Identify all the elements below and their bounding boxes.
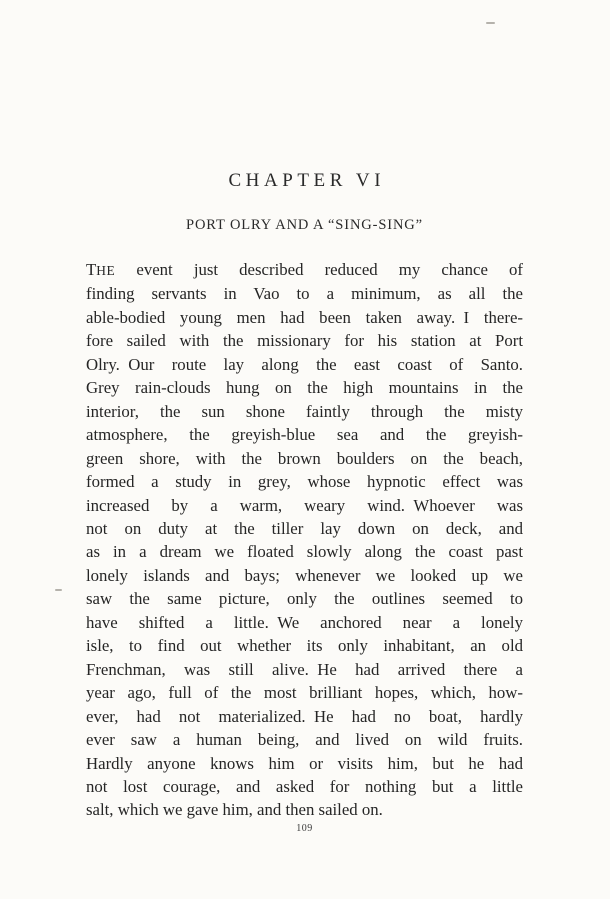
text-line: as in a dream we floated slowly along the coast past: [86, 542, 523, 562]
text-line: THE event just described reduced my chance of: [86, 260, 523, 279]
lead-small-caps: HE: [96, 263, 116, 278]
chapter-title: CHAPTER VI: [228, 170, 386, 191]
text-line: have shifted a little. We anchored near a lonely: [86, 612, 523, 632]
text-line: isle, to find out whether its only inhabitant, an old: [86, 636, 523, 656]
text-line: Frenchman, was still alive. He had arrived there a: [86, 659, 523, 679]
text-line: lonely islands and bays; whenever we looked up we: [86, 565, 523, 585]
text-line: salt, which we gave him, and then sailed on.: [86, 800, 383, 820]
text-line: increased by a warm, weary wind. Whoever was: [86, 495, 523, 515]
text-line: Olry. Our route lay along the east coast of Santo.: [86, 354, 523, 374]
scan-artifact: [486, 22, 495, 24]
lead-capital: T: [86, 260, 97, 279]
text-line: able-bodied young men had been taken away. I there-: [86, 307, 523, 327]
scan-artifact: [55, 589, 62, 591]
text-line: saw the same picture, only the outlines seemed to: [86, 589, 523, 609]
text-line: finding servants in Vao to a minimum, as all the: [86, 284, 523, 304]
chapter-subtitle: PORT OLRY AND A “SING-SING”: [186, 217, 423, 233]
text-line: year ago, full of the most brilliant hopes, which, how-: [86, 683, 523, 703]
text-line: ever saw a human being, and lived on wild fruits.: [86, 730, 523, 750]
text-line: interior, the sun shone faintly through the misty: [86, 401, 523, 421]
page-number: 109: [296, 822, 313, 834]
text-line: Grey rain-clouds hung on the high mountains in the: [86, 378, 523, 398]
text-line: green shore, with the brown boulders on the beach,: [86, 448, 523, 468]
text-line: Hardly anyone knows him or visits him, but he had: [86, 753, 523, 773]
text-line: formed a study in grey, whose hypnotic effect was: [86, 472, 523, 492]
text-line: atmosphere, the greyish-blue sea and the greyish-: [86, 425, 523, 445]
page-content: [86, 170, 523, 834]
paragraph: [86, 258, 523, 822]
text-line: fore sailed with the missionary for his station at Port: [86, 331, 523, 351]
text-line: ever, had not materialized. He had no boat, hardly: [86, 706, 523, 726]
text-line: not lost courage, and asked for nothing but a little: [86, 776, 523, 796]
text-line: not on duty at the tiller lay down on deck, and: [86, 518, 523, 538]
